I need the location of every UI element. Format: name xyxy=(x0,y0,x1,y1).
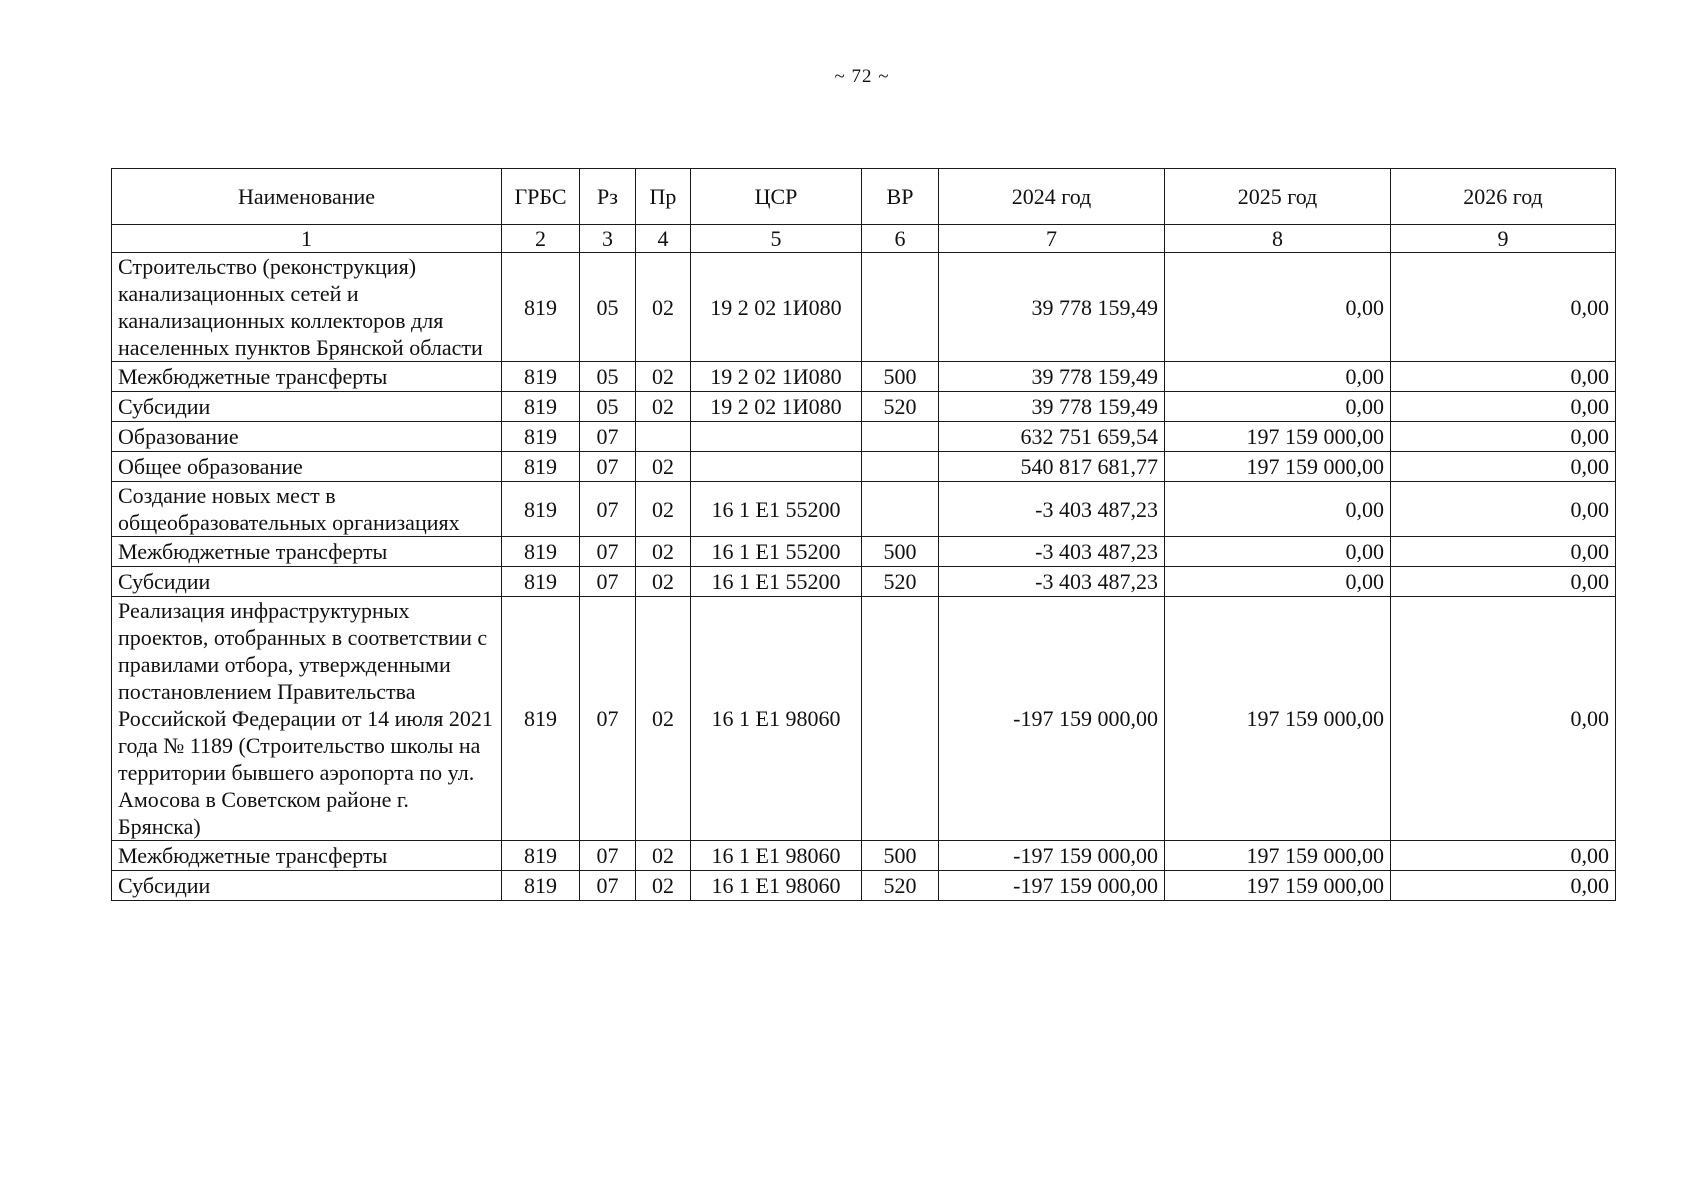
table-row xyxy=(112,253,1616,362)
row-pr: 02 xyxy=(636,482,691,537)
row-csr: 16 1 E1 55200 xyxy=(691,482,862,537)
row-pr: 02 xyxy=(636,452,691,482)
row-2024: 632 751 659,54 xyxy=(939,422,1165,452)
row-2024: -3 403 487,23 xyxy=(939,567,1165,597)
row-2025: 197 159 000,00 xyxy=(1165,841,1391,871)
row-csr: 19 2 02 1И080 xyxy=(691,392,862,422)
table-row xyxy=(112,362,1616,392)
row-pr: 02 xyxy=(636,567,691,597)
row-rz: 07 xyxy=(580,422,636,452)
table-row xyxy=(112,537,1616,567)
row-2026: 0,00 xyxy=(1391,392,1616,422)
row-grbs: 819 xyxy=(502,482,580,537)
table-row xyxy=(112,482,1616,537)
table-row xyxy=(112,392,1616,422)
row-name: Субсидии xyxy=(112,567,502,597)
row-vr: 500 xyxy=(862,537,939,567)
row-2026: 0,00 xyxy=(1391,362,1616,392)
row-grbs: 819 xyxy=(502,597,580,841)
column-number: 4 xyxy=(636,225,691,253)
row-2024: 39 778 159,49 xyxy=(939,362,1165,392)
column-number: 7 xyxy=(939,225,1165,253)
row-rz: 07 xyxy=(580,871,636,901)
budget-table xyxy=(111,168,1616,901)
row-csr: 19 2 02 1И080 xyxy=(691,253,862,362)
row-name: Субсидии xyxy=(112,392,502,422)
row-csr: 16 1 E1 98060 xyxy=(691,871,862,901)
row-grbs: 819 xyxy=(502,841,580,871)
row-rz: 05 xyxy=(580,392,636,422)
row-2026: 0,00 xyxy=(1391,253,1616,362)
header-2026: 2026 год xyxy=(1391,169,1616,225)
row-2026: 0,00 xyxy=(1391,597,1616,841)
row-2025: 0,00 xyxy=(1165,362,1391,392)
row-csr: 16 1 E1 55200 xyxy=(691,567,862,597)
header-csr: ЦСР xyxy=(691,169,862,225)
row-2024: -3 403 487,23 xyxy=(939,482,1165,537)
header-grbs: ГРБС xyxy=(502,169,580,225)
row-pr xyxy=(636,422,691,452)
row-2025: 0,00 xyxy=(1165,537,1391,567)
row-2026: 0,00 xyxy=(1391,422,1616,452)
row-rz: 07 xyxy=(580,482,636,537)
row-csr: 16 1 E1 98060 xyxy=(691,841,862,871)
row-2024: -3 403 487,23 xyxy=(939,537,1165,567)
row-2025: 0,00 xyxy=(1165,567,1391,597)
header-row xyxy=(112,169,1616,225)
row-name: Межбюджетные трансферты xyxy=(112,841,502,871)
table-row xyxy=(112,871,1616,901)
row-2025: 0,00 xyxy=(1165,482,1391,537)
row-csr: 19 2 02 1И080 xyxy=(691,362,862,392)
row-csr xyxy=(691,452,862,482)
row-pr: 02 xyxy=(636,392,691,422)
row-2026: 0,00 xyxy=(1391,871,1616,901)
row-2024: -197 159 000,00 xyxy=(939,871,1165,901)
row-grbs: 819 xyxy=(502,452,580,482)
row-2025: 197 159 000,00 xyxy=(1165,871,1391,901)
row-2025: 197 159 000,00 xyxy=(1165,452,1391,482)
row-rz: 07 xyxy=(580,597,636,841)
row-2025: 197 159 000,00 xyxy=(1165,597,1391,841)
table-row xyxy=(112,597,1616,841)
column-number: 2 xyxy=(502,225,580,253)
row-2024: -197 159 000,00 xyxy=(939,597,1165,841)
row-pr: 02 xyxy=(636,253,691,362)
row-name: Общее образование xyxy=(112,452,502,482)
row-name: Реализация инфраструктурных проектов, отобранных в соответствии с правилами отбора, утвержденными постановлением Правительства Российской Федерации от 14 июля 2021 года № 1189 (Строительство школы на территории бывшего аэропорта по ул. Амосова в Советском районе г. Брянска) xyxy=(112,597,502,841)
row-vr: 520 xyxy=(862,871,939,901)
page-number: ~ 72 ~ xyxy=(834,66,890,87)
row-2026: 0,00 xyxy=(1391,537,1616,567)
column-number: 8 xyxy=(1165,225,1391,253)
table-row xyxy=(112,422,1616,452)
row-pr: 02 xyxy=(636,362,691,392)
row-grbs: 819 xyxy=(502,871,580,901)
header-rz: Рз xyxy=(580,169,636,225)
row-vr xyxy=(862,452,939,482)
row-name: Межбюджетные трансферты xyxy=(112,362,502,392)
row-2025: 0,00 xyxy=(1165,253,1391,362)
row-rz: 07 xyxy=(580,452,636,482)
row-vr: 500 xyxy=(862,362,939,392)
row-rz: 05 xyxy=(580,253,636,362)
row-2024: 39 778 159,49 xyxy=(939,392,1165,422)
row-grbs: 819 xyxy=(502,567,580,597)
row-pr: 02 xyxy=(636,871,691,901)
row-csr: 16 1 E1 98060 xyxy=(691,597,862,841)
row-vr: 520 xyxy=(862,392,939,422)
column-number: 5 xyxy=(691,225,862,253)
column-number: 6 xyxy=(862,225,939,253)
table-row xyxy=(112,452,1616,482)
row-vr: 500 xyxy=(862,841,939,871)
row-name: Строительство (реконструкция) канализационных сетей и канализационных коллекторов для населенных пунктов Брянской области xyxy=(112,253,502,362)
column-number: 9 xyxy=(1391,225,1616,253)
header-name: Наименование xyxy=(112,169,502,225)
table-row xyxy=(112,567,1616,597)
table-row xyxy=(112,841,1616,871)
column-number-row xyxy=(112,225,1616,253)
row-pr: 02 xyxy=(636,537,691,567)
header-2024: 2024 год xyxy=(939,169,1165,225)
row-rz: 07 xyxy=(580,537,636,567)
row-pr: 02 xyxy=(636,597,691,841)
row-grbs: 819 xyxy=(502,537,580,567)
row-grbs: 819 xyxy=(502,253,580,362)
row-name: Субсидии xyxy=(112,871,502,901)
row-name: Создание новых мест в общеобразовательных организациях xyxy=(112,482,502,537)
header-2025: 2025 год xyxy=(1165,169,1391,225)
row-grbs: 819 xyxy=(502,422,580,452)
row-vr xyxy=(862,597,939,841)
column-number: 3 xyxy=(580,225,636,253)
row-vr xyxy=(862,482,939,537)
row-grbs: 819 xyxy=(502,392,580,422)
row-2024: -197 159 000,00 xyxy=(939,841,1165,871)
row-2026: 0,00 xyxy=(1391,841,1616,871)
row-2026: 0,00 xyxy=(1391,567,1616,597)
row-vr xyxy=(862,253,939,362)
row-name: Образование xyxy=(112,422,502,452)
row-2026: 0,00 xyxy=(1391,482,1616,537)
row-rz: 05 xyxy=(580,362,636,392)
row-2025: 197 159 000,00 xyxy=(1165,422,1391,452)
row-vr: 520 xyxy=(862,567,939,597)
row-2025: 0,00 xyxy=(1165,392,1391,422)
row-csr: 16 1 E1 55200 xyxy=(691,537,862,567)
header-vr: ВР xyxy=(862,169,939,225)
row-vr xyxy=(862,422,939,452)
row-grbs: 819 xyxy=(502,362,580,392)
row-2024: 540 817 681,77 xyxy=(939,452,1165,482)
row-rz: 07 xyxy=(580,841,636,871)
row-rz: 07 xyxy=(580,567,636,597)
row-csr xyxy=(691,422,862,452)
row-2024: 39 778 159,49 xyxy=(939,253,1165,362)
header-pr: Пр xyxy=(636,169,691,225)
row-pr: 02 xyxy=(636,841,691,871)
column-number: 1 xyxy=(112,225,502,253)
row-name: Межбюджетные трансферты xyxy=(112,537,502,567)
row-2026: 0,00 xyxy=(1391,452,1616,482)
